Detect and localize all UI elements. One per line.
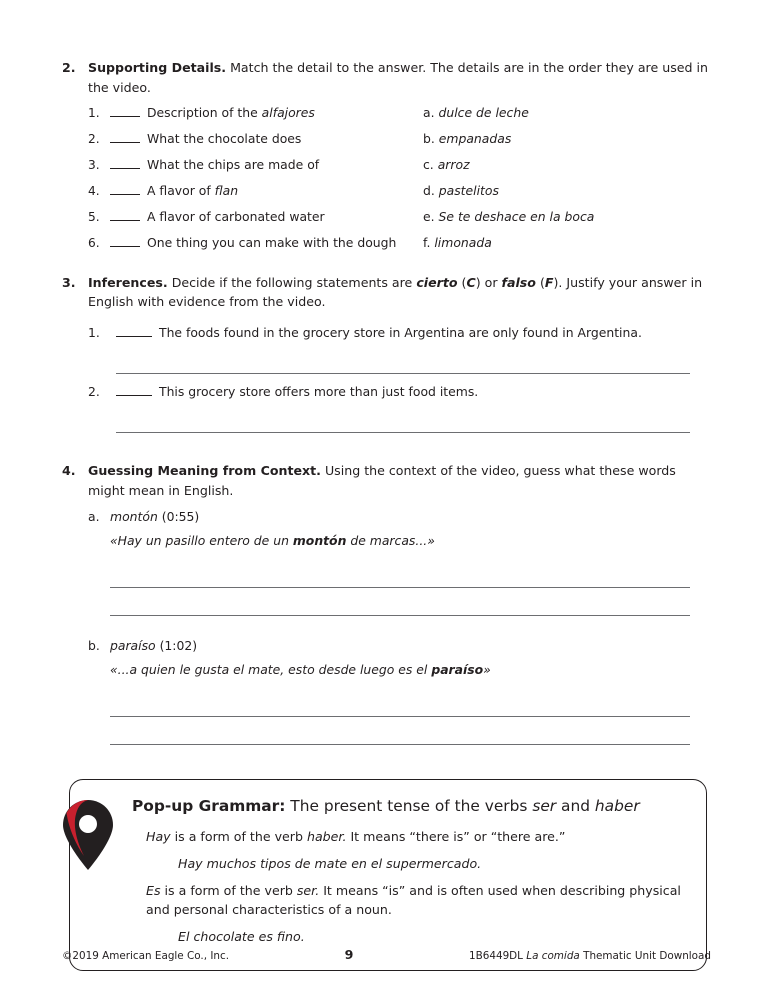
- answer-text: dulce de leche: [438, 105, 529, 121]
- popup-verb-haber: haber: [594, 797, 640, 816]
- item-text-italic: alfajores: [261, 105, 315, 121]
- statement-text: The foods found in the grocery store in Argentina are only found in Argentina.: [159, 325, 642, 340]
- item-text: [147, 234, 397, 250]
- quote-pre: «...a quien le gusta el mate, esto desde luego es el: [110, 662, 432, 678]
- match-right: [423, 208, 712, 224]
- exercise-4-prompt: [88, 461, 712, 500]
- exercise-4-number: 4.: [62, 463, 76, 478]
- answer-blank[interactable]: [110, 184, 140, 195]
- exercise-2: [62, 58, 712, 249]
- item-text-plain: What the chocolate does: [147, 130, 302, 146]
- item-number: 3.: [88, 157, 100, 172]
- match-row: [88, 106, 712, 119]
- item-text-plain: Description of the: [147, 105, 262, 121]
- write-on-line[interactable]: [110, 717, 690, 745]
- exercise-2-title: Supporting Details.: [88, 60, 227, 75]
- popup-title-and: and: [556, 797, 595, 816]
- match-left: [88, 132, 423, 145]
- vocab-word: paraíso: [110, 638, 156, 654]
- exercise-3-instr-part2: ). Justify your answer in English with evidence from the video.: [88, 274, 703, 310]
- exercise-3: [62, 273, 712, 433]
- footer-document-code: [469, 950, 711, 962]
- item-text: [147, 156, 320, 172]
- footer-unit-suffix: Thematic Unit Download: [579, 950, 711, 962]
- term-cierto: cierto: [416, 274, 458, 290]
- answer-text: Se te deshace en la boca: [438, 208, 595, 224]
- page-footer: [62, 947, 711, 962]
- match-row: [88, 210, 712, 223]
- item-number: 1.: [88, 106, 100, 121]
- popup-example-1: Hay muchos tipos de mate en el supermercado.: [178, 855, 482, 871]
- term-falso: falso: [501, 274, 536, 290]
- answer-text: empanadas: [438, 130, 512, 146]
- item-text: [147, 107, 315, 119]
- paren-open-f: (: [535, 274, 545, 290]
- match-row: [88, 184, 712, 197]
- context-item: [88, 509, 712, 524]
- quote-post: de marcas...»: [346, 533, 435, 549]
- item-number: 1.: [88, 325, 100, 340]
- quote-post: »: [483, 662, 491, 678]
- answer-blank[interactable]: [110, 236, 140, 247]
- footer-unit-title: La comida: [526, 950, 580, 962]
- answer-blank[interactable]: [110, 132, 140, 143]
- match-left: [88, 158, 423, 171]
- statement-row: [88, 384, 712, 399]
- match-right: [423, 182, 712, 198]
- item-text-plain: A flavor of: [147, 182, 215, 198]
- match-left: [88, 106, 423, 119]
- exercise-4: [62, 461, 712, 745]
- item-text: [147, 182, 239, 198]
- quote-keyword: paraíso: [431, 662, 484, 678]
- answer-blank[interactable]: [110, 106, 140, 117]
- map-pin-icon: [60, 798, 116, 872]
- answer-letter: b.: [423, 130, 435, 146]
- answer-letter: f.: [423, 234, 431, 250]
- match-right: [423, 156, 712, 172]
- exercise-4-items: [88, 509, 712, 745]
- statement-row: [88, 325, 712, 340]
- item-number: 2.: [88, 131, 100, 146]
- popup-p1-d: It means “there is” or “there are.”: [346, 829, 566, 845]
- item-text: [147, 208, 325, 224]
- exercise-2-heading: [62, 58, 712, 97]
- popup-term-ser: ser.: [296, 882, 320, 898]
- quote-pre: «Hay un pasillo entero de un: [110, 533, 293, 549]
- popup-p2-d: It means “is” and is often used when describing physical and personal characteristics of a noun.: [146, 882, 681, 918]
- write-on-line[interactable]: [116, 348, 690, 374]
- exercise-2-number: 2.: [62, 60, 76, 75]
- popup-example-2: El chocolate es fino.: [178, 928, 305, 944]
- item-number: 4.: [88, 183, 100, 198]
- footer-copyright: ©2019 American Eagle Co., Inc.: [62, 950, 230, 962]
- item-text-plain: One thing you can make with the dough: [147, 234, 397, 250]
- answer-letter: c.: [423, 156, 434, 172]
- paren-close-c: ) or: [475, 274, 502, 290]
- page-number: 9: [344, 947, 354, 962]
- exercise-3-statements: [88, 325, 712, 433]
- item-text-plain: A flavor of carbonated water: [147, 208, 325, 224]
- context-item: [88, 638, 712, 653]
- popup-title-lead: Pop-up Grammar:: [132, 797, 286, 816]
- item-number: 2.: [88, 384, 100, 399]
- match-row: [88, 132, 712, 145]
- exercise-4-title: Guessing Meaning from Context.: [88, 463, 321, 478]
- exercise-2-instructions: Match the detail to the answer. The details are in the order they are used in the video.: [88, 60, 708, 95]
- item-letter: a.: [88, 509, 100, 525]
- exercise-3-instr-part1: Decide if the following statements are: [167, 274, 417, 290]
- item-text-italic: flan: [214, 182, 239, 198]
- cierto-falso-blank[interactable]: [116, 385, 152, 396]
- exercise-4-heading: [62, 461, 712, 500]
- write-on-line[interactable]: [110, 588, 690, 616]
- popup-title-rest: The present tense of the verbs: [285, 797, 533, 816]
- match-row: [88, 236, 712, 249]
- item-letter: b.: [88, 638, 100, 654]
- answer-blank[interactable]: [110, 210, 140, 221]
- write-on-line[interactable]: [110, 689, 690, 717]
- popup-verb-ser: ser: [532, 797, 557, 816]
- context-quote: [110, 662, 712, 677]
- answer-text: pastelitos: [438, 182, 499, 198]
- match-right: [423, 130, 712, 146]
- timestamp: (1:02): [159, 638, 198, 654]
- exercise-3-title: Inferences.: [88, 274, 168, 290]
- write-on-line[interactable]: [116, 407, 690, 433]
- match-left: [88, 210, 423, 223]
- cierto-falso-blank[interactable]: [116, 326, 152, 337]
- answer-text: arroz: [437, 156, 470, 172]
- footer-code: 1B6449DL: [469, 950, 527, 962]
- exercise-2-matching-list: [88, 106, 712, 249]
- answer-text: limonada: [434, 234, 492, 250]
- item-number: 6.: [88, 235, 100, 250]
- popup-term-hay: Hay: [146, 829, 171, 845]
- vocab-word: montón: [110, 509, 158, 525]
- paren-open-c: (: [457, 274, 467, 290]
- popup-paragraph-es: [132, 881, 686, 920]
- popup-grammar-box: [69, 779, 707, 971]
- term-f: F: [544, 274, 554, 290]
- popup-term-es: Es: [146, 882, 161, 898]
- item-text-plain: What the chips are made of: [147, 156, 320, 172]
- match-left: [88, 184, 423, 197]
- exercise-3-number: 3.: [62, 274, 76, 290]
- popup-paragraph-hay: [132, 827, 686, 847]
- match-right: [423, 107, 712, 119]
- popup-term-haber: haber.: [306, 829, 347, 845]
- match-right: [423, 234, 712, 250]
- answer-blank[interactable]: [110, 158, 140, 169]
- answer-letter: a.: [423, 105, 435, 121]
- exercise-3-heading: [62, 273, 712, 312]
- exercise-4-instructions: Using the context of the video, guess what these words might mean in English.: [88, 463, 676, 498]
- match-row: [88, 158, 712, 171]
- timestamp: (0:55): [161, 509, 200, 525]
- match-left: [88, 236, 423, 249]
- item-text: [147, 130, 302, 146]
- page-content: [62, 58, 712, 971]
- exercise-3-prompt: [88, 273, 712, 312]
- item-number: 5.: [88, 209, 100, 224]
- write-on-line[interactable]: [110, 560, 690, 588]
- term-c: C: [466, 274, 476, 290]
- popup-title: [132, 796, 686, 816]
- quote-keyword: montón: [292, 533, 347, 549]
- popup-p2-b: is a form of the verb: [160, 882, 297, 898]
- exercise-2-prompt: [88, 58, 712, 97]
- popup-p1-b: is a form of the verb: [170, 829, 307, 845]
- answer-letter: e.: [423, 208, 435, 224]
- answer-letter: d.: [423, 182, 435, 198]
- context-quote: [110, 533, 712, 548]
- statement-text: This grocery store offers more than just food items.: [159, 384, 479, 399]
